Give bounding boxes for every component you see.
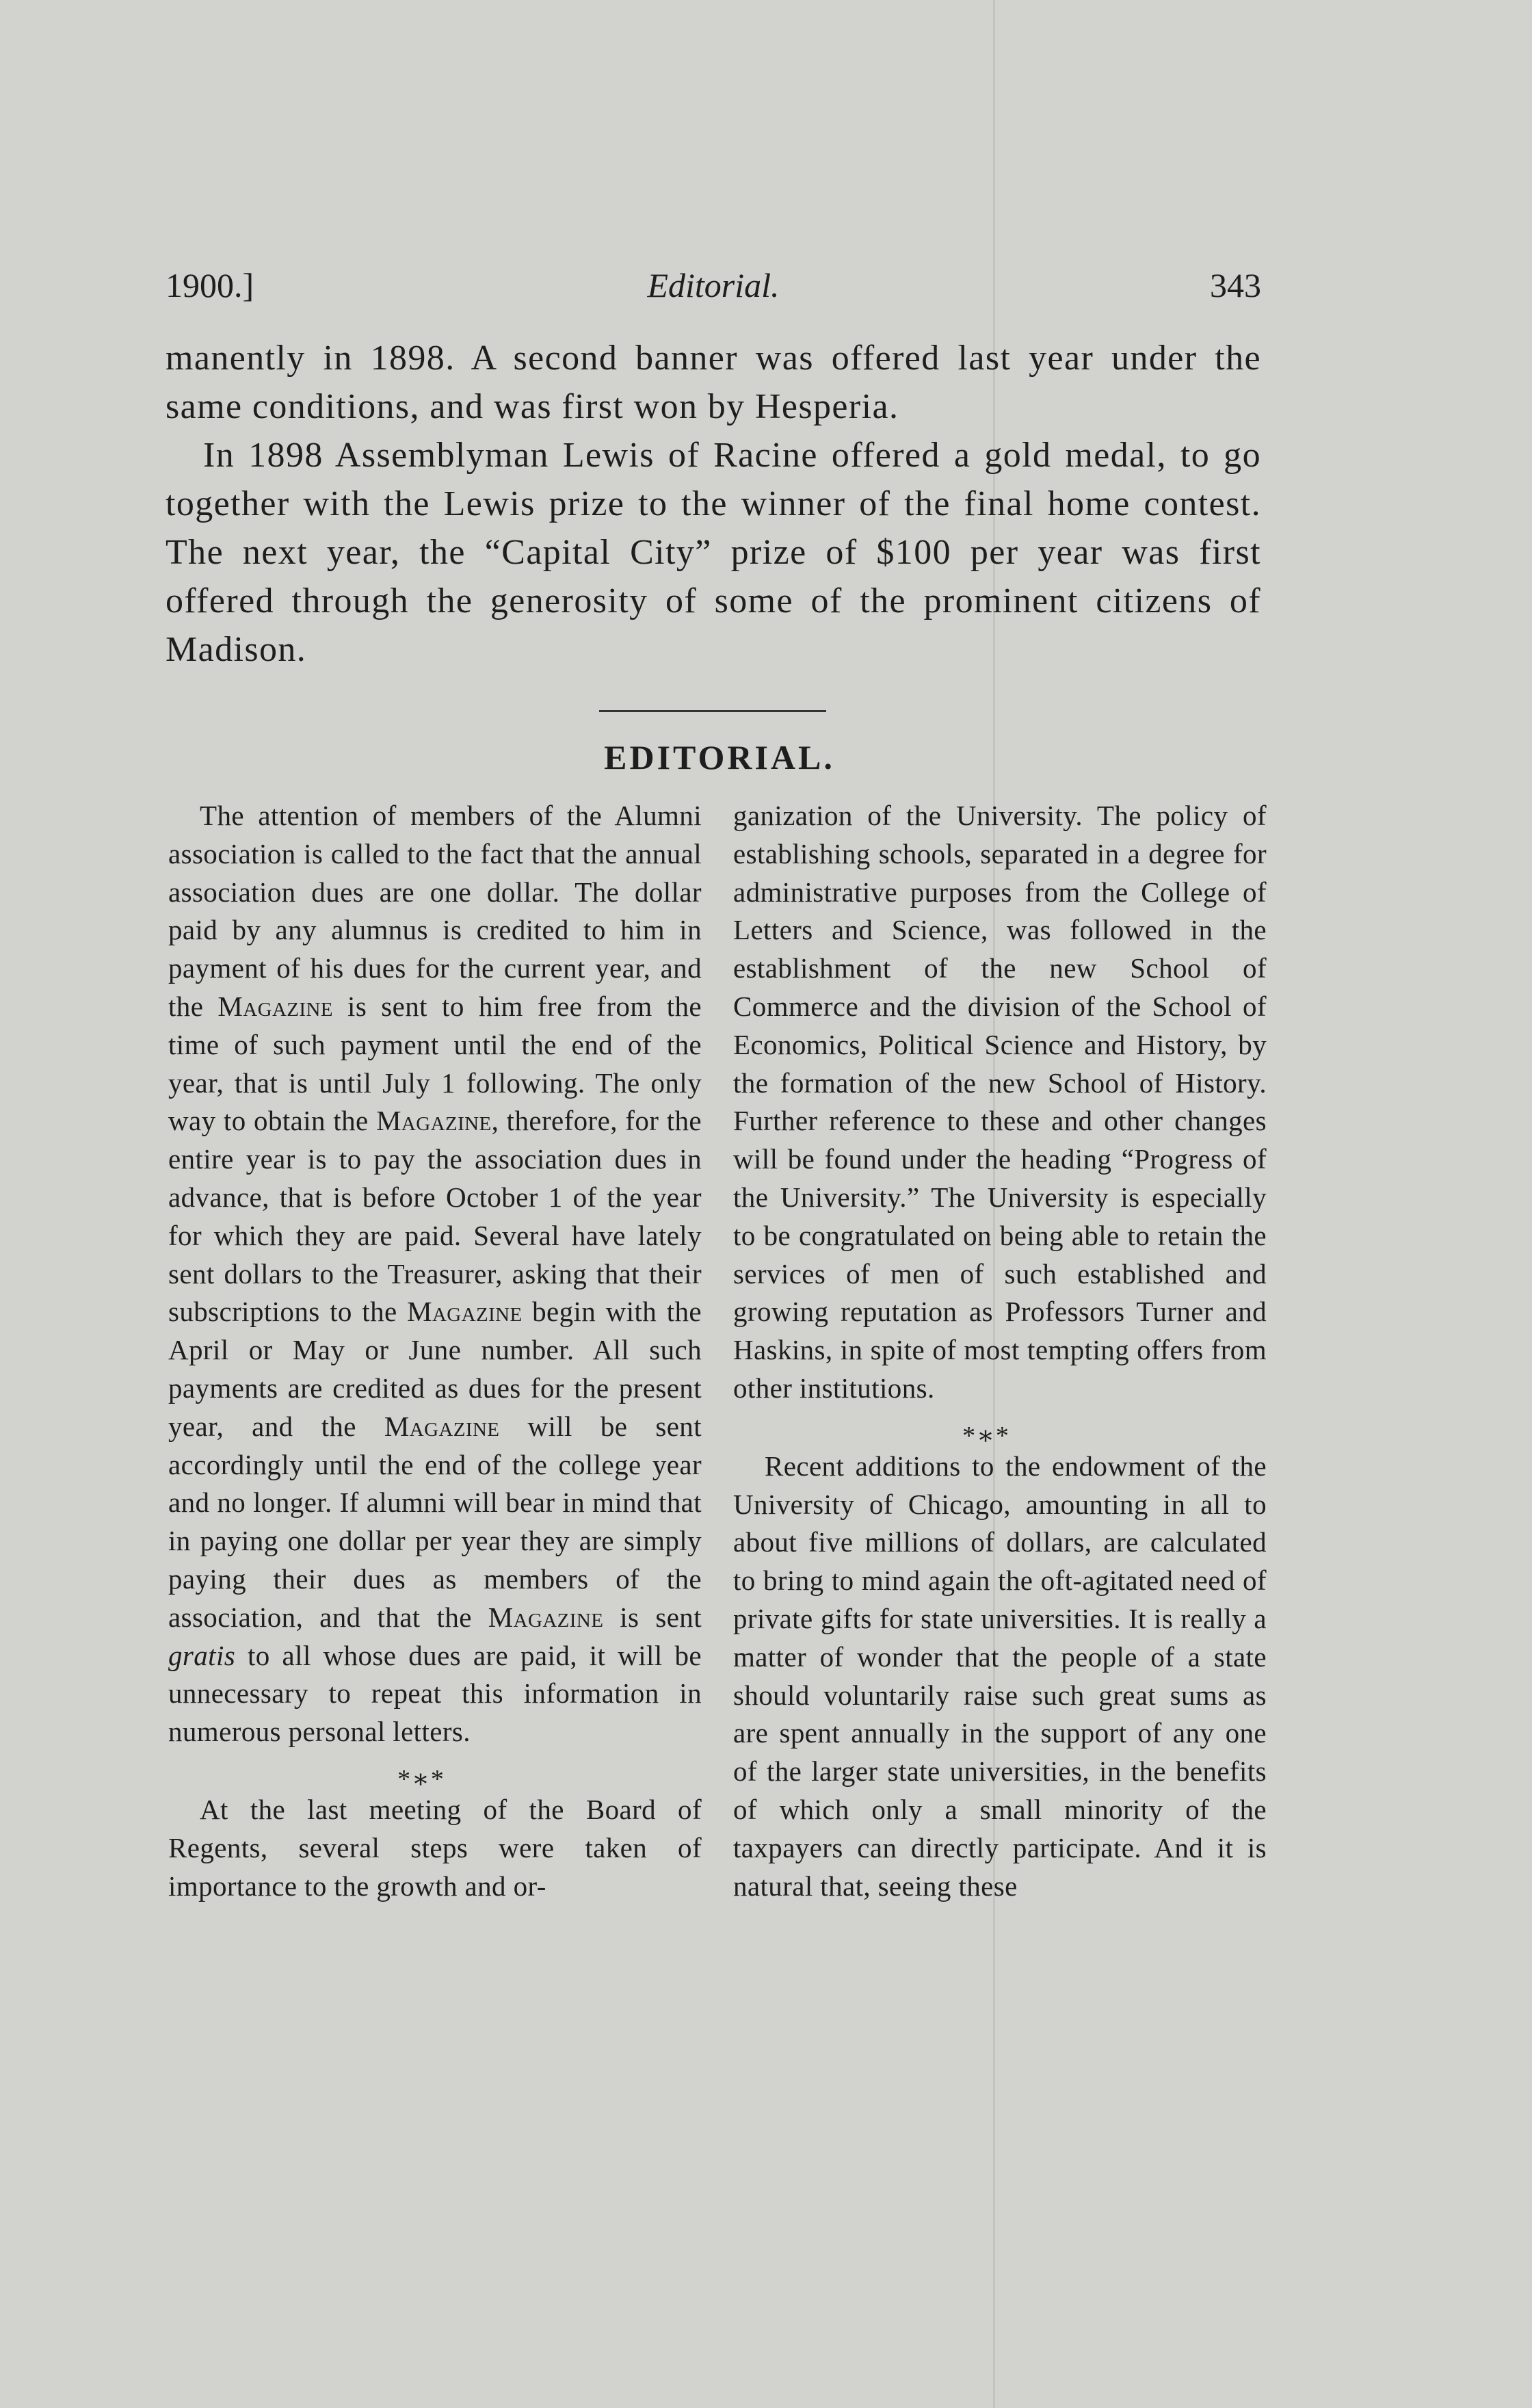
intro-text <box>166 334 1261 674</box>
header-year: 1900.] <box>166 266 254 304</box>
paragraph-board-of-regents: At the last meeting of the Board of Regents, several steps were taken of importance to the growth and or- <box>168 1793 702 1902</box>
paragraph-alumni-dues: The attention of members of the Alumni association is called to the fact that the annual association dues are one dollar. The dollar paid by any alumnus is credited to him in payment of his dues for the current year, and the Magazine is sent to him free from the time of such payment until the end of the year, that is until July 1 following. The only way to obtain the Magazine, therefore, for the entire year is to pay the association dues in advance, that is before October 1 of the year for which they are paid. Several have lately sent dollars to the Treasurer, asking that their subscriptions to the Magazine begin with the April or May or June number. All such payments are credited as dues for the present year, and the Magazine will be sent accordingly until the end of the college year and no longer. If alumni will bear in mind that in paying one dollar per year they are simply paying their dues as members of the association, and that the Magazine is sent gratis to all whose dues are paid, it will be unnecessary to repeat this information in numerous personal letters. <box>168 800 702 1748</box>
header-title: Editorial. <box>647 266 780 304</box>
running-header <box>166 259 1261 313</box>
section-divider-rule <box>599 710 826 712</box>
left-column <box>168 797 702 1905</box>
intro-paragraph-1: manently in 1898. A second banner was offered last year under the same conditions, and was first won by Hesperia. <box>166 339 1261 426</box>
asterism-separator: *∗* <box>397 1764 445 1794</box>
asterism-separator: *∗* <box>962 1421 1010 1450</box>
section-heading: EDITORIAL. <box>604 738 835 776</box>
paragraph-chicago-endowment: Recent additions to the endowment of the University of Chicago, amounting in all to about five millions of dollars, are calculated to bring to mind again the oft-agitated need of private gifts for state universities. It is really a matter of wonder that the people of a state should voluntarily raise such great sums as are spent annually in the support of any one of the larger state universities, in the benefits of which only a small minority of the taxpayers can directly participate. And it is natural that, seeing these <box>733 1450 1267 1902</box>
page-number: 343 <box>1210 266 1261 304</box>
paragraph-board-of-regents-continued: ganization of the University. The policy of establishing schools, separated in a degree for administrative purposes from the College of Letters and Science, was followed in the establishment of the new School of Commerce and the division of the School of Economics, Political Science and History, by the formation of the new School of History. Further reference to these and other changes will be found under the heading “Progress of the University.” The University is especially to be congratulated on being able to retain the services of men of such established and growing reputation as Professors Turner and Haskins, in spite of most tempting offers from other institutions. <box>733 800 1267 1404</box>
right-column <box>733 797 1267 1905</box>
intro-paragraph-2: In 1898 Assemblyman Lewis of Racine offered a gold medal, to go together with the Lewis prize to the winner of the final home contest. The next year, the “Capital City” prize of $100 per year was first offered through the generosity of some of the prominent citizens of Madison. <box>166 436 1261 669</box>
